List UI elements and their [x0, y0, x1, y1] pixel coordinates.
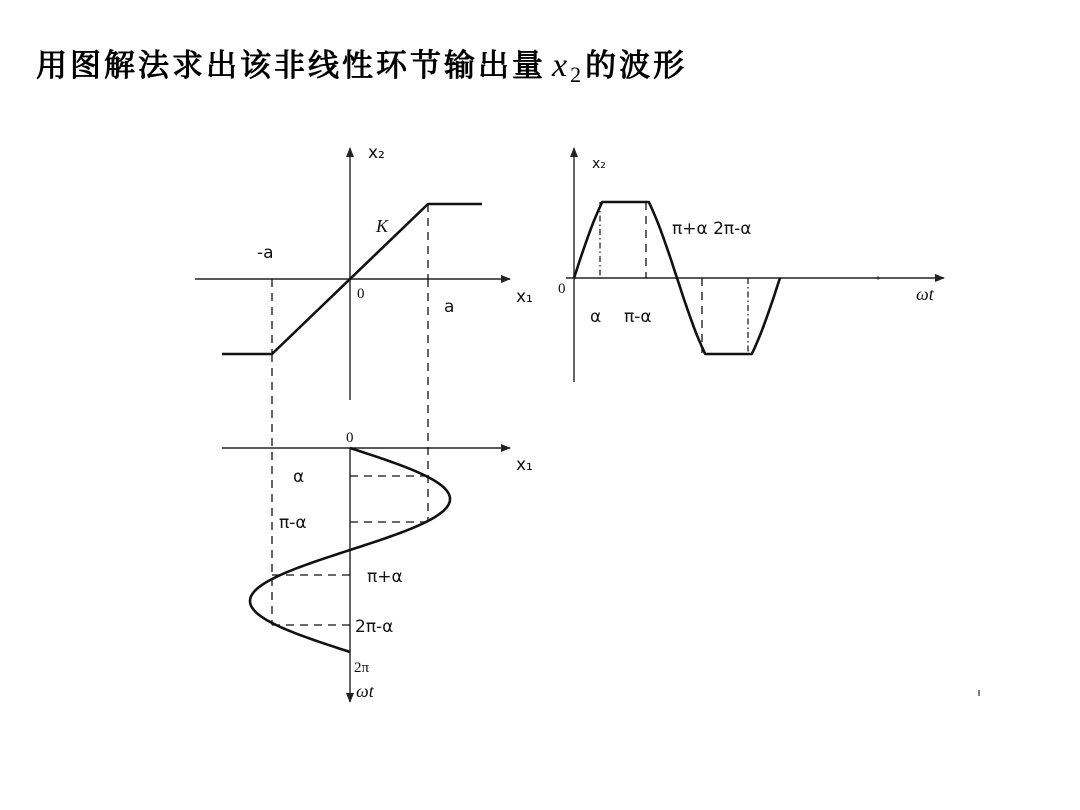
transfer-x-label: x₁ [516, 287, 533, 307]
mark-2pi-minus-alpha: 2π-α [355, 617, 394, 637]
input-origin-label: 0 [346, 430, 354, 446]
title-suffix: 的波形 [585, 48, 688, 84]
input-time-label: ωt [356, 681, 374, 701]
input-x-label: x₁ [516, 455, 533, 475]
output-mark-pi-plus-2pi: π+α 2π-α [672, 219, 752, 239]
output-plot [558, 148, 944, 382]
transfer-y-label: x₂ [368, 143, 385, 163]
neg-a-label: -a [257, 243, 274, 263]
title-subscript: 2 [570, 62, 582, 87]
output-y-label: x₂ [592, 156, 606, 172]
output-mark-pi-minus-alpha: π-α [624, 307, 652, 327]
output-mark-alpha: α [590, 307, 602, 327]
output-origin-label: 0 [558, 281, 566, 297]
transfer-origin-label: 0 [357, 286, 365, 302]
input-plot [222, 279, 533, 702]
axis-dot [877, 277, 880, 280]
pos-a-label: a [444, 297, 455, 317]
title-text: 用图解法求出该非线性环节输出量 [36, 48, 546, 84]
slope-k-label: K [376, 216, 389, 236]
mark-pi-minus-alpha: π-α [279, 513, 307, 533]
mark-pi-plus-alpha: π+α [367, 567, 403, 587]
mark-alpha: α [293, 467, 305, 487]
title-variable: x [552, 47, 571, 84]
end-2pi-label: 2π [354, 660, 370, 676]
transfer-plot [195, 143, 533, 400]
output-x-label: ωt [916, 284, 934, 304]
